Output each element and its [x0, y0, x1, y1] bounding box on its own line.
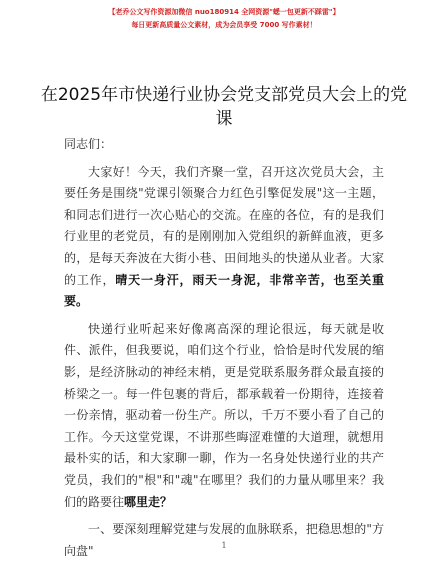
paragraph-industry-emphasis: 哪里走？ — [124, 494, 173, 509]
promo-banner-line-1: 【老乔公文写作资源加微信 nuo180914 全网资源"蟋一包更新不踩雷"】 — [108, 8, 340, 16]
paragraph-intro-emphasis: 晴天一身汗，雨天一身泥，非常辛苦，也至关重要。 — [64, 272, 384, 309]
paragraph-intro-text: 大家好！今天，我们齐聚一堂，召开这次党员大会，主要任务是围绕"党课引领聚合力红色引擎促发展"这一主题，和同志们进行一次心贴心的交流。在座的各位，有的是我们行业里的老党员，有的是刚刚加入党组织的新鲜血液，更多的，是每天奔波在大街小巷、田间地头的快递从业者。大家的工作， — [64, 164, 384, 287]
paragraph-industry — [64, 319, 384, 513]
document-title: 在2025年市快递行业协会党支部党员大会上的党课 — [40, 85, 408, 129]
promo-banner — [0, 6, 448, 32]
paragraph-intro — [64, 162, 384, 313]
page-number: 1 — [221, 541, 227, 550]
salutation: 同志们： — [64, 137, 113, 151]
paragraph-industry-text: 快递行业听起来好像离高深的理论很远，每天就是收件、派件，但我要说，咱们这个行业，恰恰是时代发展的缩影，是经济脉动的神经末梢，更是党联系服务群众最直接的桥梁之一。每一件包裹的背后，都承载着一份期待，连接着一份亲情，驱动着一份生产。所以，千万不要小看了自己的工作。今天这堂党课，不讲那些晦涩难懂的大道理，就想用最朴实的话，和大家聊一聊，作为一名身处快递行业的共产党员，我们的"根"和"魂"在哪里？我们的力量从哪里来？我们的路要往 — [64, 321, 384, 509]
document-body — [64, 134, 384, 568]
promo-banner-line-2: 每日更新高质量公文素材，成为会员享受 7000 写作素材！ — [131, 21, 317, 29]
section-heading-1: 一、要深刻理解党建与发展的血脉联系，把稳思想的"方向盘" — [64, 522, 384, 558]
